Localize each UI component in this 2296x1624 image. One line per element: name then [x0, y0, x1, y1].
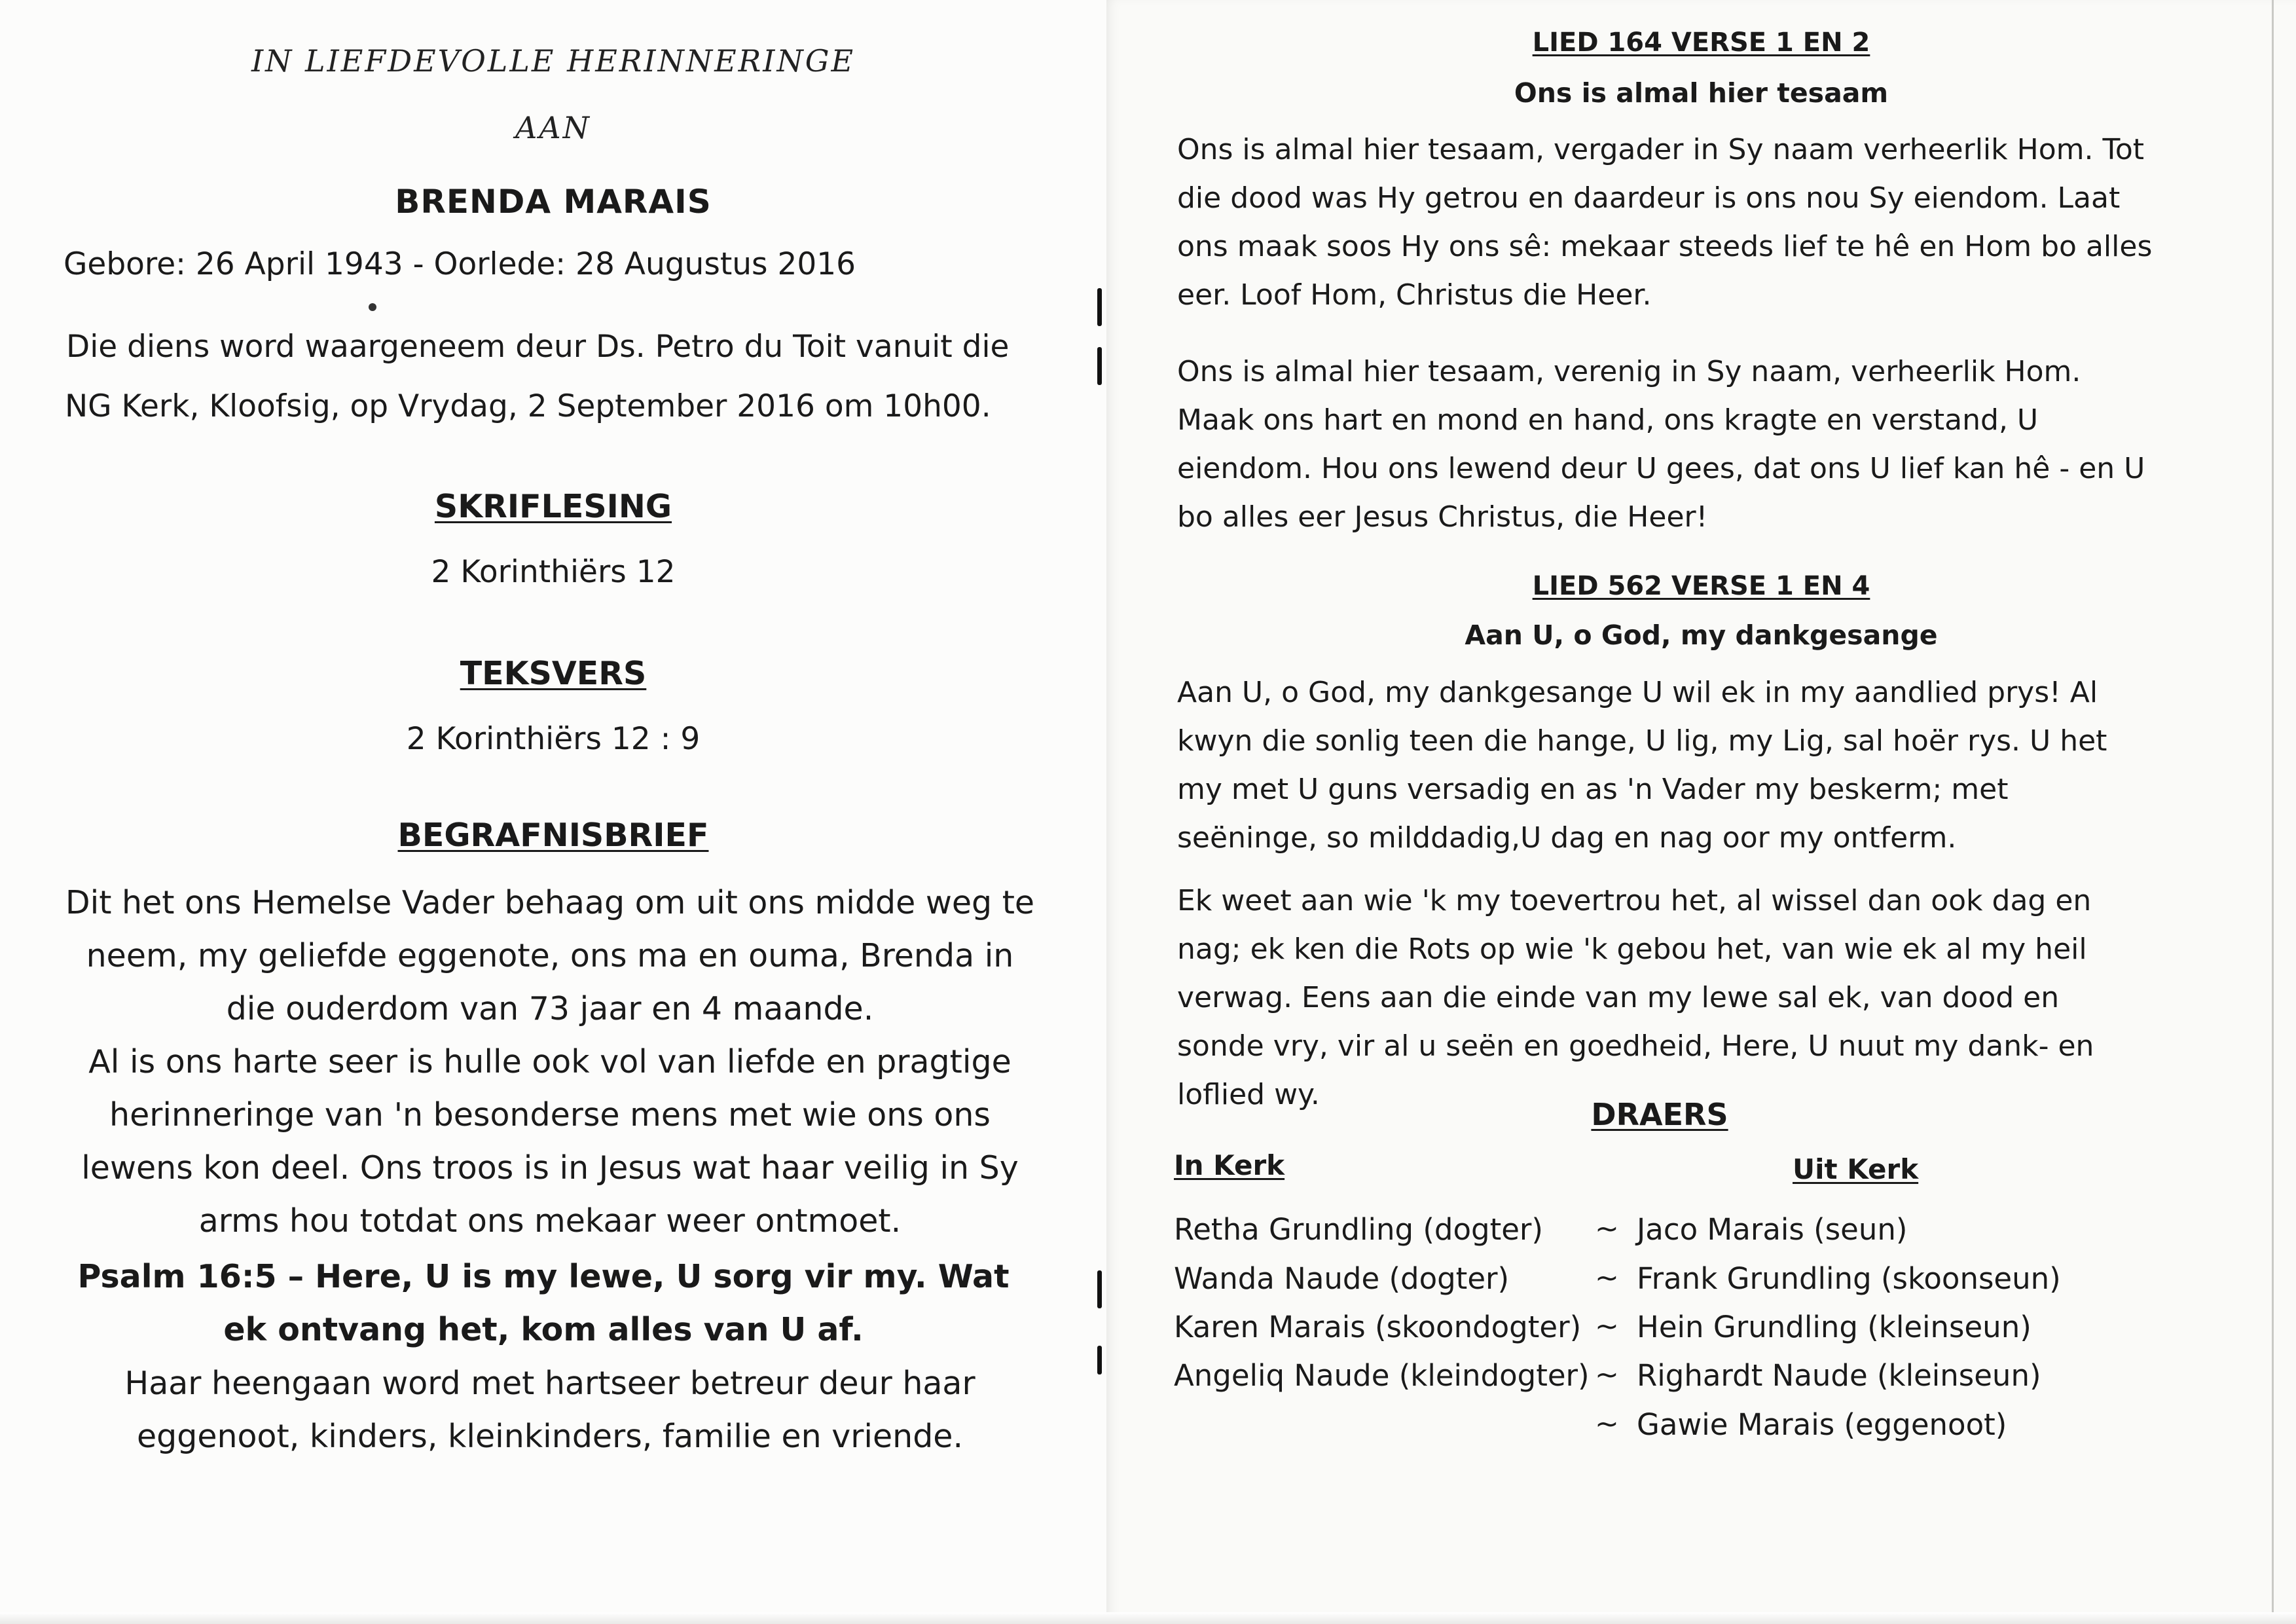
lied-562-verse-1: Aan U, o God, my dankgesange U wil ek in my aandlied prys! Al kwyn die sonlig teen die hange, U lig, my Lig, sal hoër rys. U het my met U guns versadig en as 'n Vader my beskerm; met seëninge, so milddadig,U dag en nag oor my ontferm. — [1177, 676, 2107, 855]
brief-paragraph-3: Haar heengaan word met hartseer betreur deur haar eggenoot, kinders, kleinkinders, familie en vriende. — [124, 1365, 975, 1455]
lied-164-title: LIED 164 VERSE 1 EN 2 — [1532, 28, 1870, 58]
lied-164-verse-2: Ons is almal hier tesaam, verenig in Sy naam, verheerlik Hom. Maak ons hart en mond en hand, ons kragte en verstand, U eiendom. Hou ons lewend deur U gees, dat ons U lief kan hê - en U bo alles eer Jesus Christus, die Heer! — [1177, 355, 2145, 534]
teksvers-title: TEKSVERS — [460, 655, 647, 692]
in-kerk-bearer: Wanda Naude (dogter) — [1174, 1261, 1510, 1296]
uit-kerk-bearer: Hein Grundling (kleinseun) — [1637, 1310, 2032, 1344]
draers-title: DRAERS — [1591, 1097, 1728, 1132]
service-line-2: NG Kerk, Kloofsig, op Vrydag, 2 September 2016 om 10h00. — [65, 388, 991, 424]
begrafnisbrief-title: BEGRAFNISBRIEF — [397, 817, 709, 854]
lied-562-verse-4: Ek weet aan wie 'k my toevertrou het, al wissel dan ook dag en nag; ek ken die Rots op wie 'k gebou het, van wie ek al my heil verwag. Eens aan die einde van my lewe sal ek, van dood en sonde vry, vir al u seën en goedheid, Here, U nuut my dank- en loflied wy. — [1177, 884, 2094, 1111]
page-bottom-edge — [0, 1612, 2296, 1624]
uit-kerk-bearer: Jaco Marais (seun) — [1637, 1212, 1908, 1247]
in-kerk-bearer: Karen Marais (skoondogter) — [1174, 1310, 1582, 1344]
staple — [1097, 1270, 1102, 1308]
in-kerk-label: In Kerk — [1174, 1149, 1285, 1181]
memory-heading: IN LIEFDEVOLLE HERINNERINGE — [251, 43, 856, 79]
life-dates: Gebore: 26 April 1943 - Oorlede: 28 Augustus 2016 — [64, 246, 856, 282]
bearer-separator: ~ — [1595, 1358, 1619, 1392]
psalm-verse: Psalm 16:5 – Here, U is my lewe, U sorg vir my. Wat ek ontvang het, kom alles van U af. — [77, 1258, 1010, 1348]
aan-heading: AAN — [515, 110, 591, 145]
bearer-separator: ~ — [1595, 1407, 1619, 1441]
uit-kerk-bearer: Gawie Marais (eggenoot) — [1637, 1407, 2007, 1442]
uit-kerk-label: Uit Kerk — [1793, 1153, 1919, 1185]
lied-164-subtitle: Ons is almal hier tesaam — [1514, 77, 1889, 109]
staple — [1097, 288, 1102, 326]
in-kerk-bearer: Retha Grundling (dogter) — [1174, 1212, 1543, 1247]
staple — [1097, 347, 1102, 385]
decorative-dot — [369, 303, 376, 311]
service-line-1: Die diens word waargeneem deur Ds. Petro du Toit vanuit die — [66, 329, 1010, 365]
lied-164-verse-1: Ons is almal hier tesaam, vergader in Sy naam verheerlik Hom. Tot die dood was Hy getrou en daardeur is ons nou Sy eiendom. Laat ons maak soos Hy ons sê: mekaar steeds lief te hê en Hom bo alles eer. Loof Hom, Christus die Heer. — [1177, 133, 2153, 312]
in-kerk-bearer: Angeliq Naude (kleindogter) — [1174, 1358, 1590, 1393]
skriflesing-ref: 2 Korinthiërs 12 — [431, 554, 676, 590]
uit-kerk-bearer: Righardt Naude (kleinseun) — [1637, 1358, 2041, 1393]
bearer-separator: ~ — [1595, 1310, 1619, 1343]
left-page — [0, 0, 1106, 1624]
brief-paragraph-1: Dit het ons Hemelse Vader behaag om uit ons midde weg te neem, my geliefde eggenote, ons ma en ouma, Brenda in die ouderdom van 73 jaar en 4 maande. — [65, 884, 1035, 1027]
uit-kerk-bearer: Frank Grundling (skoonseun) — [1637, 1261, 2061, 1296]
bearer-separator: ~ — [1595, 1212, 1619, 1246]
lied-562-subtitle: Aan U, o God, my dankgesange — [1465, 619, 1938, 651]
brief-paragraph-2: Al is ons harte seer is hulle ook vol van liefde en pragtige herinneringe van 'n besonderse mens met wie ons ons lewens kon deel. Ons troos is in Jesus wat haar veilig in Sy arms hou totdat ons mekaar weer ontmoet. — [81, 1043, 1019, 1240]
deceased-name: BRENDA MARAIS — [395, 183, 712, 221]
lied-562-title: LIED 562 VERSE 1 EN 4 — [1532, 571, 1870, 601]
staple — [1097, 1346, 1102, 1375]
bearer-separator: ~ — [1595, 1261, 1619, 1295]
teksvers-ref: 2 Korinthiërs 12 : 9 — [406, 721, 701, 757]
skriflesing-title: SKRIFLESING — [434, 488, 672, 525]
page-edge — [2272, 0, 2274, 1624]
